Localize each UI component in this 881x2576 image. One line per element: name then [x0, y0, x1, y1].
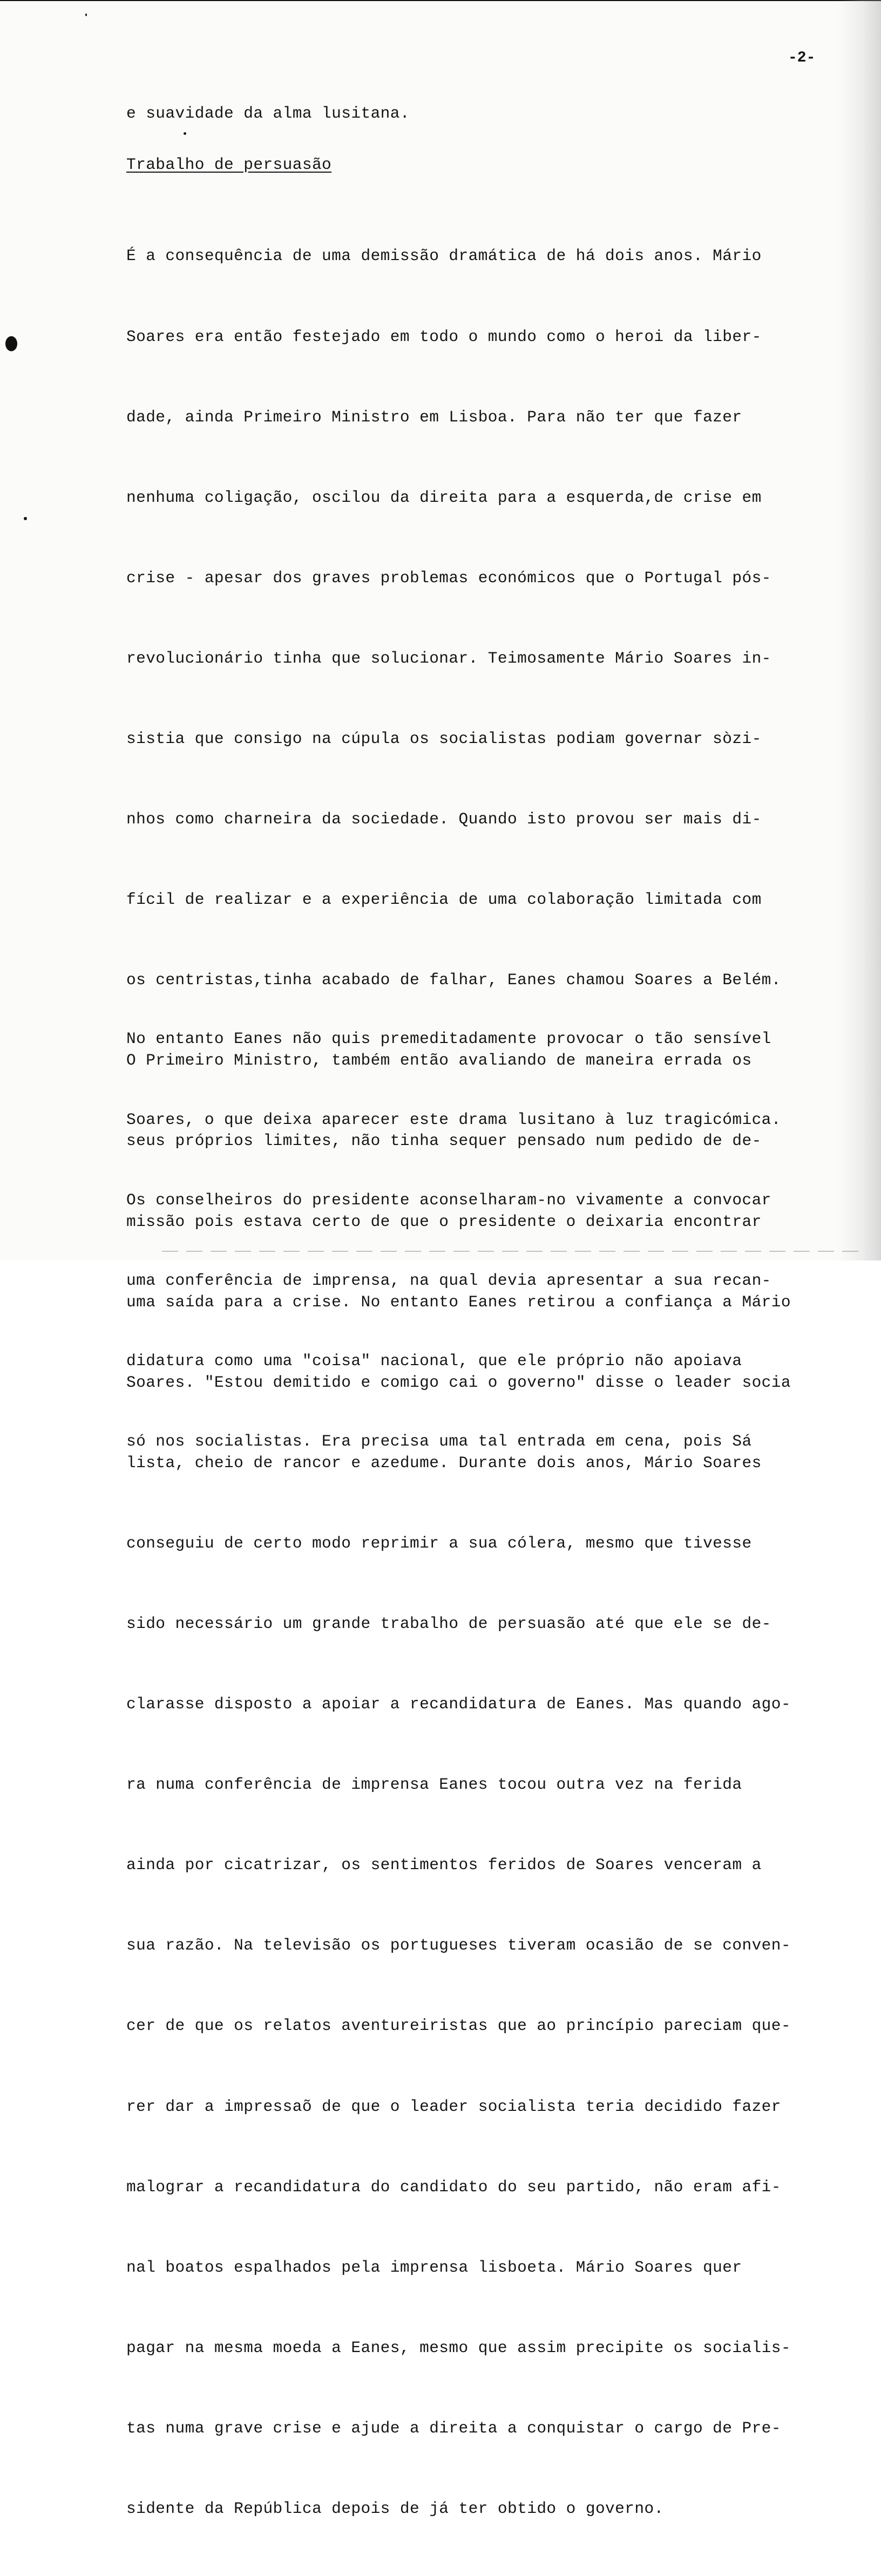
text-line: só nos socialistas. Era precisa uma tal entrada em cena, pois Sá: [126, 1432, 752, 1450]
text-line: conseguiu de certo modo reprimir a sua cólera, mesmo que tivesse: [126, 1534, 752, 1552]
text-line: ainda por cicatrizar, os sentimentos feridos de Soares venceram a: [126, 1856, 762, 1875]
text-line: O Primeiro Ministro, também então avaliando de maneira errada os: [126, 1051, 752, 1070]
text-line: sistia que consigo na cúpula os socialistas podiam governar sòzi-: [126, 729, 762, 748]
text-line: Os conselheiros do presidente aconselharam-no vivamente a convocar: [126, 1190, 771, 1209]
text-line: missão pois estava certo de que o presidente o deixaria encontrar: [126, 1212, 762, 1231]
text-line: sido necessário um grande trabalho de persuasão até que ele se de-: [126, 1614, 771, 1633]
text-line: nhos como charneira da sociedade. Quando isto provou ser mais di-: [126, 810, 762, 829]
text-line: seus próprios limites, não tinha sequer pensado num pedido de de-: [126, 1132, 762, 1150]
text-line: nenhuma coligação, oscilou da direita para a esquerda,de crise em: [126, 488, 762, 507]
text-line: revolucionário tinha que solucionar. Teimosamente Mário Soares in-: [126, 649, 771, 667]
text-line: malograr a recandidatura do candidato do seu partido, não eram afi-: [126, 2177, 781, 2196]
text-line: lista, cheio de rancor e azedume. Durante dois anos, Mário Soares: [126, 1453, 762, 1472]
text-line: didatura como uma "coisa" nacional, que ele próprio não apoiava: [126, 1351, 742, 1370]
text-line: Soares, o que deixa aparecer este drama lusitano à luz tragicómica.: [126, 1110, 781, 1129]
text-line: pagar na mesma moeda a Eanes, mesmo que assim precipite os socialis-: [126, 2338, 791, 2357]
page-number: -2-: [788, 50, 816, 66]
page-bottom-edge: [162, 1251, 864, 1252]
text-line: Soares era então festejado em todo o mundo como o heroi da liber-: [126, 327, 762, 346]
text-line: rer dar a impressaõ de que o leader socialista teria decidido fazer: [126, 2097, 781, 2116]
text-line: fícil de realizar e a experiência de uma colaboração limitada com: [126, 890, 762, 909]
text-line: ra numa conferência de imprensa Eanes tocou outra vez na ferida: [126, 1775, 742, 1794]
punch-hole-mark: [5, 336, 17, 351]
opening-line: e suavidade da alma lusitana.: [126, 104, 410, 122]
text-line: Soares. "Estou demitido e comigo cai o governo" disse o leader socia: [126, 1373, 791, 1392]
scan-speck: [184, 132, 186, 135]
text-line: nal boatos espalhados pela imprensa lisboeta. Mário Soares quer: [126, 2258, 742, 2277]
text-line: sua razão. Na televisão os portugueses tiveram ocasião de se conven-: [126, 1936, 791, 1955]
section-heading: Trabalho de persuasão: [126, 155, 332, 174]
paragraph-2: [126, 972, 858, 1509]
text-line: crise - apesar dos graves problemas económicos que o Portugal pós-: [126, 568, 771, 587]
text-line: cer de que os relatos aventureiristas que ao princípio pareciam que-: [126, 2016, 791, 2035]
text-line: uma saída para a crise. No entanto Eanes retirou a confiança a Mário: [126, 1292, 791, 1311]
text-line: sidente da República depois de já ter obtido o governo.: [126, 2499, 664, 2518]
text-line: clarasse disposto a apoiar a recandidatura de Eanes. Mas quando ago-: [126, 1695, 791, 1714]
text-line: dade, ainda Primeiro Ministro em Lisboa. Para não ter que fazer: [126, 407, 742, 426]
text-line: uma conferência de imprensa, na qual devia apresentar a sua recan-: [126, 1271, 771, 1290]
scan-speck: [85, 13, 87, 16]
text-line: No entanto Eanes não quis premeditadamente provocar o tão sensível: [126, 1030, 771, 1048]
text-line: tas numa grave crise e ajude a direita a conquistar o cargo de Pre-: [126, 2418, 781, 2437]
text-line: É a consequência de uma demissão dramática de há dois anos. Mário: [126, 247, 762, 265]
text-line: os centristas,tinha acabado de falhar, Eanes chamou Soares a Belém.: [126, 971, 781, 990]
scan-speck: [24, 517, 27, 520]
